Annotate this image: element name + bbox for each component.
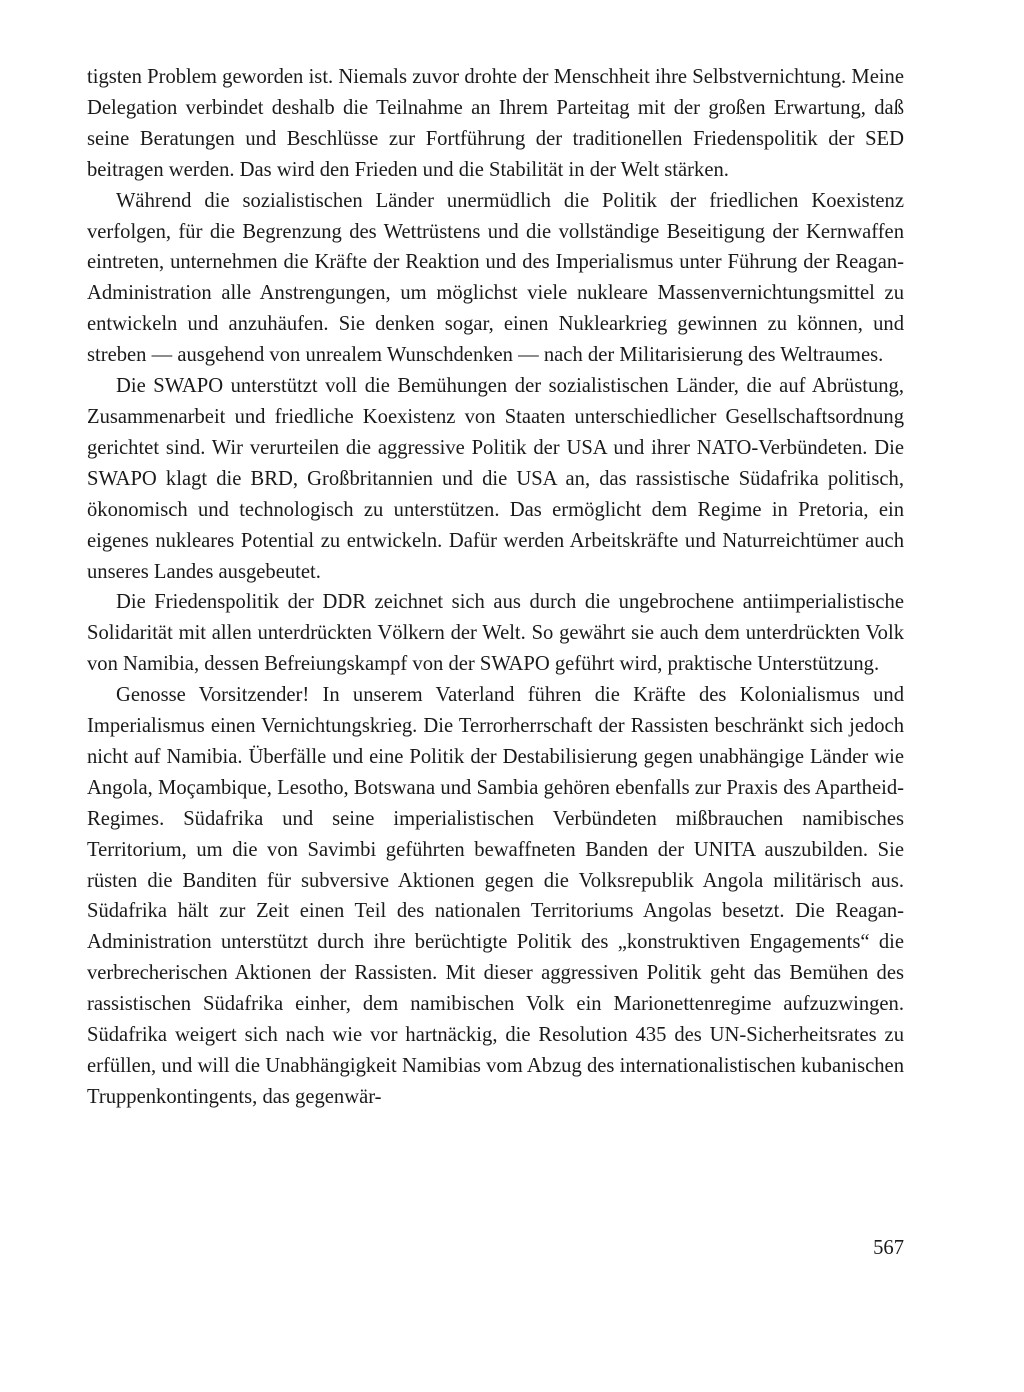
paragraph-3: Die SWAPO unterstützt voll die Bemühungen der sozialistischen Länder, die auf Abrüstung, Zusammenarbeit und friedliche Koexistenz von Staaten unterschiedlicher Gesellschaftsordnung gerichtet sind. Wir verurteilen die aggressive Politik der USA und ihrer NATO-Verbündeten. Die SWAPO klagt die BRD, Großbritannien und die USA an, das rassistische Südafrika politisch, ökonomisch und technologisch zu unterstützen. Das ermöglicht dem Regime in Pretoria, ein eigenes nukleares Potential zu entwickeln. Dafür werden Arbeitskräfte und Naturreichtümer auch unseres Landes ausgebeutet. [87, 375, 904, 583]
paragraph-5: Genosse Vorsitzender! In unserem Vaterland führen die Kräfte des Kolonialismus und Imperialismus einen Vernichtungskrieg. Die Terrorherrschaft der Rassisten beschränkt sich jedoch nicht auf Namibia. Überfälle und eine Politik der Destabilisierung gegen unabhängige Länder wie Angola, Moçambique, Lesotho, Botswana und Sambia gehören ebenfalls zur Praxis des Apartheid-Regimes. Südafrika und seine imperialistischen Verbündeten mißbrauchen namibisches Territorium, um die von Savimbi geführten bewaffneten Banden der UNITA auszubilden. Sie rüsten die Banditen für subversive Aktionen gegen die Volksrepublik Angola militärisch aus. Südafrika hält zur Zeit einen Teil des nationalen Territoriums Angolas besetzt. Die Reagan-Administration unterstützt durch ihre berüchtigte Politik des „konstruktiven Engagements“ die verbrecherischen Aktionen der Rassisten. Mit dieser aggressiven Politik geht das Bemühen des rassistischen Südafrika einher, dem namibischen Volk ein Marionettenregime aufzuzwingen. Südafrika weigert sich nach wie vor hartnäckig, die Resolution 435 des UN-Sicherheitsrates zu erfüllen, und will die Unabhängigkeit Namibias vom Abzug des internationalistischen kubanischen Truppenkontingents, das gegenwär- [87, 684, 904, 1108]
paragraph-2: Während die sozialistischen Länder unermüdlich die Politik der friedlichen Koexistenz verfolgen, für die Begrenzung des Wettrüstens und die vollständige Beseitigung der Kernwaffen eintreten, unternehmen die Kräfte der Reaktion und des Imperialismus unter Führung der Reagan-Administration alle Anstrengungen, um möglichst viele nukleare Massenvernichtungsmittel zu entwickeln und anzuhäufen. Sie denken sogar, einen Nuklearkrieg gewinnen zu können, und streben — ausgehend von unrealem Wunschdenken — nach der Militarisierung des Weltraumes. [87, 189, 904, 367]
body-text [87, 62, 904, 1113]
paragraph-4: Die Friedenspolitik der DDR zeichnet sich aus durch die ungebrochene antiimperialistische Solidarität mit allen unterdrückten Völkern der Welt. So gewährt sie auch dem unterdrückten Volk von Namibia, dessen Befreiungskampf von der SWAPO geführt wird, praktische Unterstützung. [87, 591, 904, 676]
paragraph-1: tigsten Problem geworden ist. Niemals zuvor drohte der Menschheit ihre Selbstvernichtung. Meine Delegation verbindet deshalb die Teilnahme an Ihrem Parteitag mit der großen Erwartung, daß seine Beratungen und Beschlüsse zur Fortführung der traditionellen Friedenspolitik der SED beitragen werden. Das wird den Frieden und die Stabilität in der Welt stärken. [87, 66, 904, 181]
page-number: 567 [873, 1237, 904, 1259]
